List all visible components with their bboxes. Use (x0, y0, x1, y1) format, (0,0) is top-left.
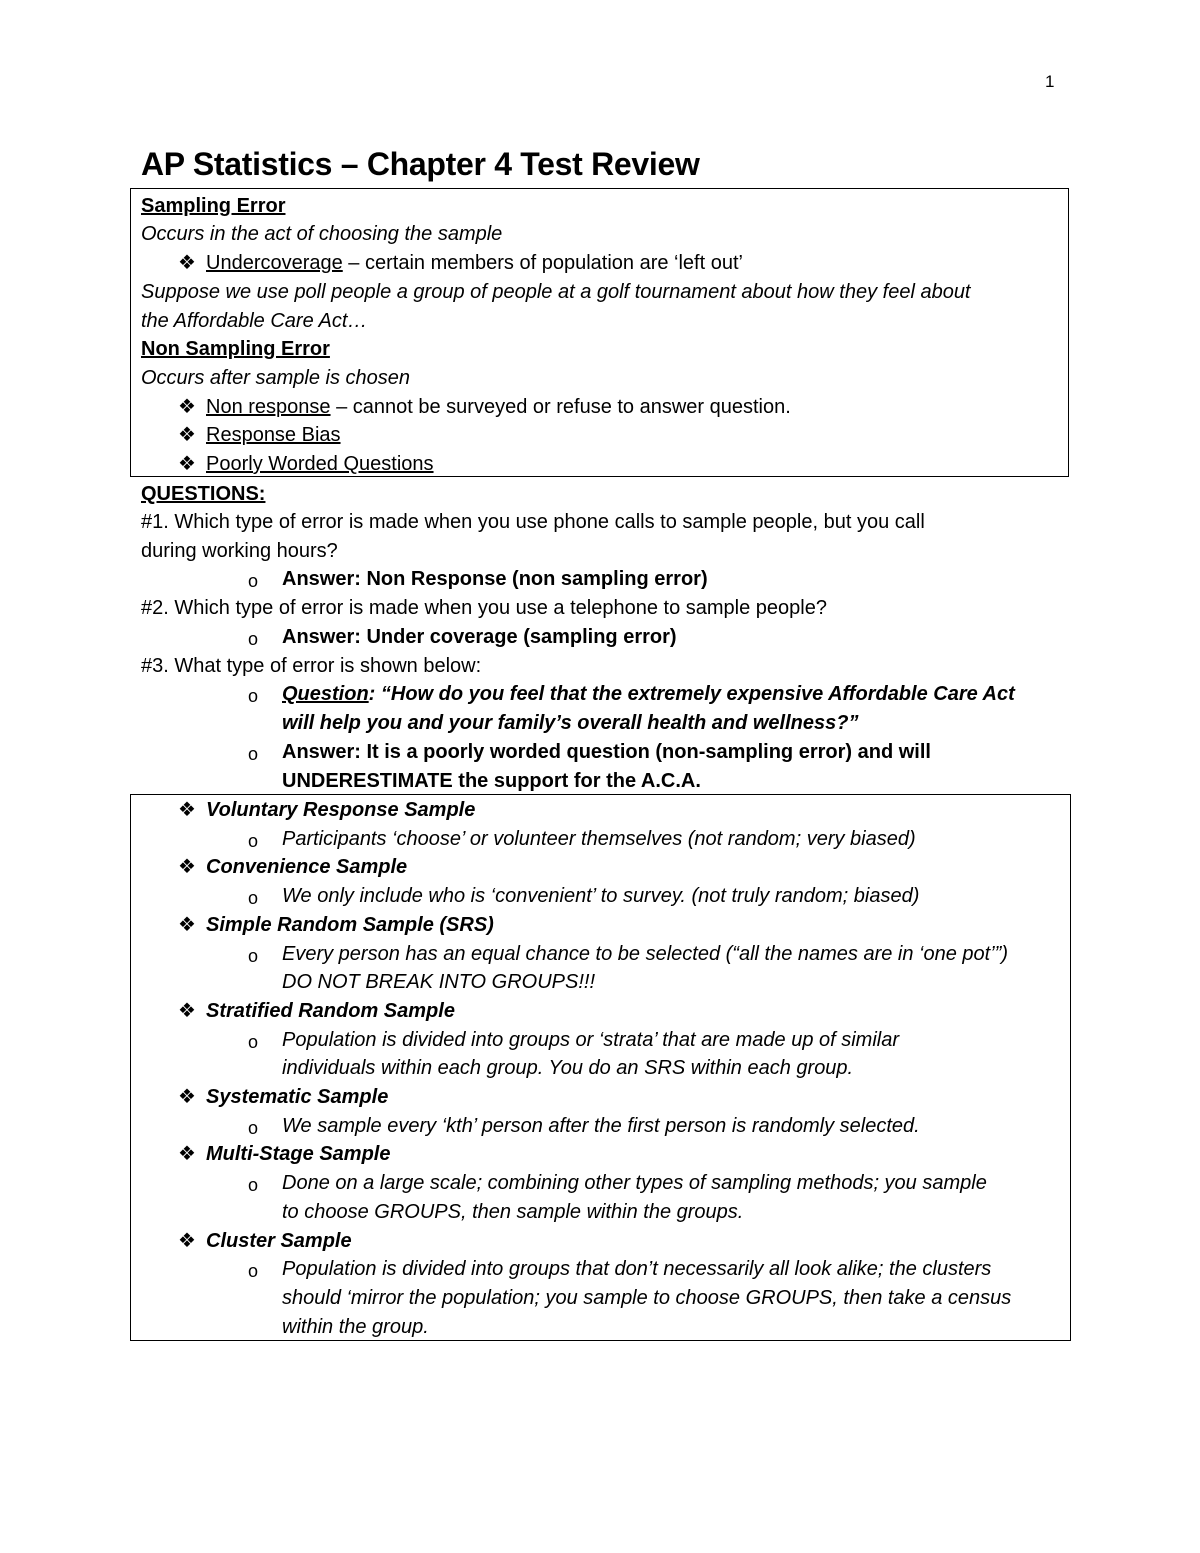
undercoverage-term: Undercoverage (206, 252, 343, 274)
question-1-line-1: #1. Which type of error is made when you use phone calls to sample people, but you call (141, 511, 925, 533)
sampling-method-name (178, 1084, 388, 1110)
answer-2-text: Under coverage (sampling error) (360, 626, 677, 648)
non-sampling-error-heading: Non Sampling Error (141, 338, 330, 360)
sampling-error-desc: Occurs in the act of choosing the sample (141, 223, 503, 245)
circle-bullet-icon: o (248, 629, 259, 649)
circle-bullet-icon: o (248, 1261, 259, 1281)
answer-3-label: Answer: (282, 741, 361, 763)
answer-3-text: It is a poorly worded question (non-sampling error) and will (360, 741, 931, 763)
poorly-worded-item (178, 451, 434, 477)
page-title: AP Statistics – Chapter 4 Test Review (141, 146, 700, 182)
poorly-worded-term: Poorly Worded Questions (206, 453, 434, 475)
non-sampling-error-desc: Occurs after sample is chosen (141, 367, 410, 389)
diamond-bullet-icon: ❖ (178, 1143, 196, 1165)
sampling-method-title: Simple Random Sample (SRS) (206, 914, 494, 936)
sampling-method-name (178, 797, 475, 823)
non-response-term: Non response (206, 396, 331, 418)
sampling-method-description: Participants ‘choose’ or volunteer themselves (not random; very biased) (282, 828, 916, 850)
circle-bullet-icon: o (248, 888, 259, 908)
sampling-method-description: We sample every ‘kth’ person after the first person is randomly selected. (282, 1115, 920, 1137)
sampling-method-title: Voluntary Response Sample (206, 799, 476, 821)
diamond-bullet-icon: ❖ (178, 799, 196, 821)
question-3-quote-line-1 (282, 681, 1015, 707)
diamond-bullet-icon: ❖ (178, 1086, 196, 1108)
diamond-bullet-icon: ❖ (178, 252, 196, 274)
sampling-method-title: Multi-Stage Sample (206, 1143, 391, 1165)
diamond-bullet-icon: ❖ (178, 1000, 196, 1022)
question-2: #2. Which type of error is made when you use a telephone to sample people? (141, 597, 827, 619)
questions-heading: QUESTIONS: (141, 483, 266, 505)
sampling-method-description: within the group. (282, 1316, 429, 1338)
circle-bullet-icon: o (248, 571, 259, 591)
circle-bullet-icon: o (248, 686, 259, 706)
question-1-line-2: during working hours? (141, 540, 338, 562)
response-bias-item (178, 422, 341, 448)
undercoverage-item (178, 250, 743, 276)
sampling-method-description: Population is divided into groups that don’t necessarily all look alike; the clusters (282, 1258, 992, 1280)
question-3: #3. What type of error is shown below: (141, 655, 482, 677)
sampling-method-description: to choose GROUPS, then sample within the groups. (282, 1201, 744, 1223)
sampling-method-description: DO NOT BREAK INTO GROUPS!!! (282, 971, 596, 993)
non-response-item (178, 394, 791, 420)
non-response-def: – cannot be surveyed or refuse to answer question. (330, 396, 791, 418)
undercoverage-def: – certain members of population are ‘left out’ (342, 252, 743, 274)
answer-1 (282, 566, 708, 592)
diamond-bullet-icon: ❖ (178, 914, 196, 936)
sampling-method-description: We only include who is ‘convenient’ to survey. (not truly random; biased) (282, 885, 920, 907)
answer-3-line-2: UNDERESTIMATE the support for the A.C.A. (282, 770, 701, 792)
diamond-bullet-icon: ❖ (178, 453, 196, 475)
question-3-quote-text: “How do you feel that the extremely expensive Affordable Care Act (375, 683, 1015, 705)
circle-bullet-icon: o (248, 744, 259, 764)
question-3-quote-line-2: will help you and your family’s overall health and wellness?” (282, 712, 859, 734)
answer-2-label: Answer: (282, 626, 361, 648)
sampling-method-description: Done on a large scale; combining other types of sampling methods; you sample (282, 1172, 987, 1194)
sampling-method-description: Every person has an equal chance to be selected (“all the names are in ‘one pot’”) (282, 943, 1008, 965)
response-bias-term: Response Bias (206, 424, 341, 446)
circle-bullet-icon: o (248, 1175, 259, 1195)
answer-1-label: Answer: (282, 568, 361, 590)
question-3-colon: : (368, 683, 376, 705)
diamond-bullet-icon: ❖ (178, 856, 196, 878)
sampling-method-description: Population is divided into groups or ‘strata’ that are made up of similar (282, 1029, 900, 1051)
circle-bullet-icon: o (248, 1032, 259, 1052)
sampling-method-title: Convenience Sample (206, 856, 408, 878)
sampling-method-title: Cluster Sample (206, 1230, 352, 1252)
example-line-1: Suppose we use poll people a group of people at a golf tournament about how they feel about (141, 281, 971, 303)
example-line-2: the Affordable Care Act… (141, 310, 368, 332)
answer-3-line-1 (282, 739, 931, 765)
question-3-label: Question (282, 683, 369, 705)
sampling-method-description: individuals within each group. You do an SRS within each group. (282, 1057, 854, 1079)
sampling-error-heading: Sampling Error (141, 195, 286, 217)
circle-bullet-icon: o (248, 1118, 259, 1138)
answer-2 (282, 624, 677, 650)
circle-bullet-icon: o (248, 831, 259, 851)
page-number: 1 (1045, 72, 1055, 91)
sampling-method-name (178, 912, 494, 938)
diamond-bullet-icon: ❖ (178, 1230, 196, 1252)
circle-bullet-icon: o (248, 946, 259, 966)
diamond-bullet-icon: ❖ (178, 396, 196, 418)
sampling-method-title: Systematic Sample (206, 1086, 389, 1108)
sampling-method-name (178, 1141, 390, 1167)
diamond-bullet-icon: ❖ (178, 424, 196, 446)
sampling-method-name (178, 1228, 352, 1254)
answer-1-text: Non Response (non sampling error) (360, 568, 708, 590)
sampling-method-name (178, 998, 455, 1024)
sampling-method-description: should ‘mirror the population; you sample to choose GROUPS, then take a census (282, 1287, 1012, 1309)
sampling-method-title: Stratified Random Sample (206, 1000, 455, 1022)
sampling-method-name (178, 854, 407, 880)
